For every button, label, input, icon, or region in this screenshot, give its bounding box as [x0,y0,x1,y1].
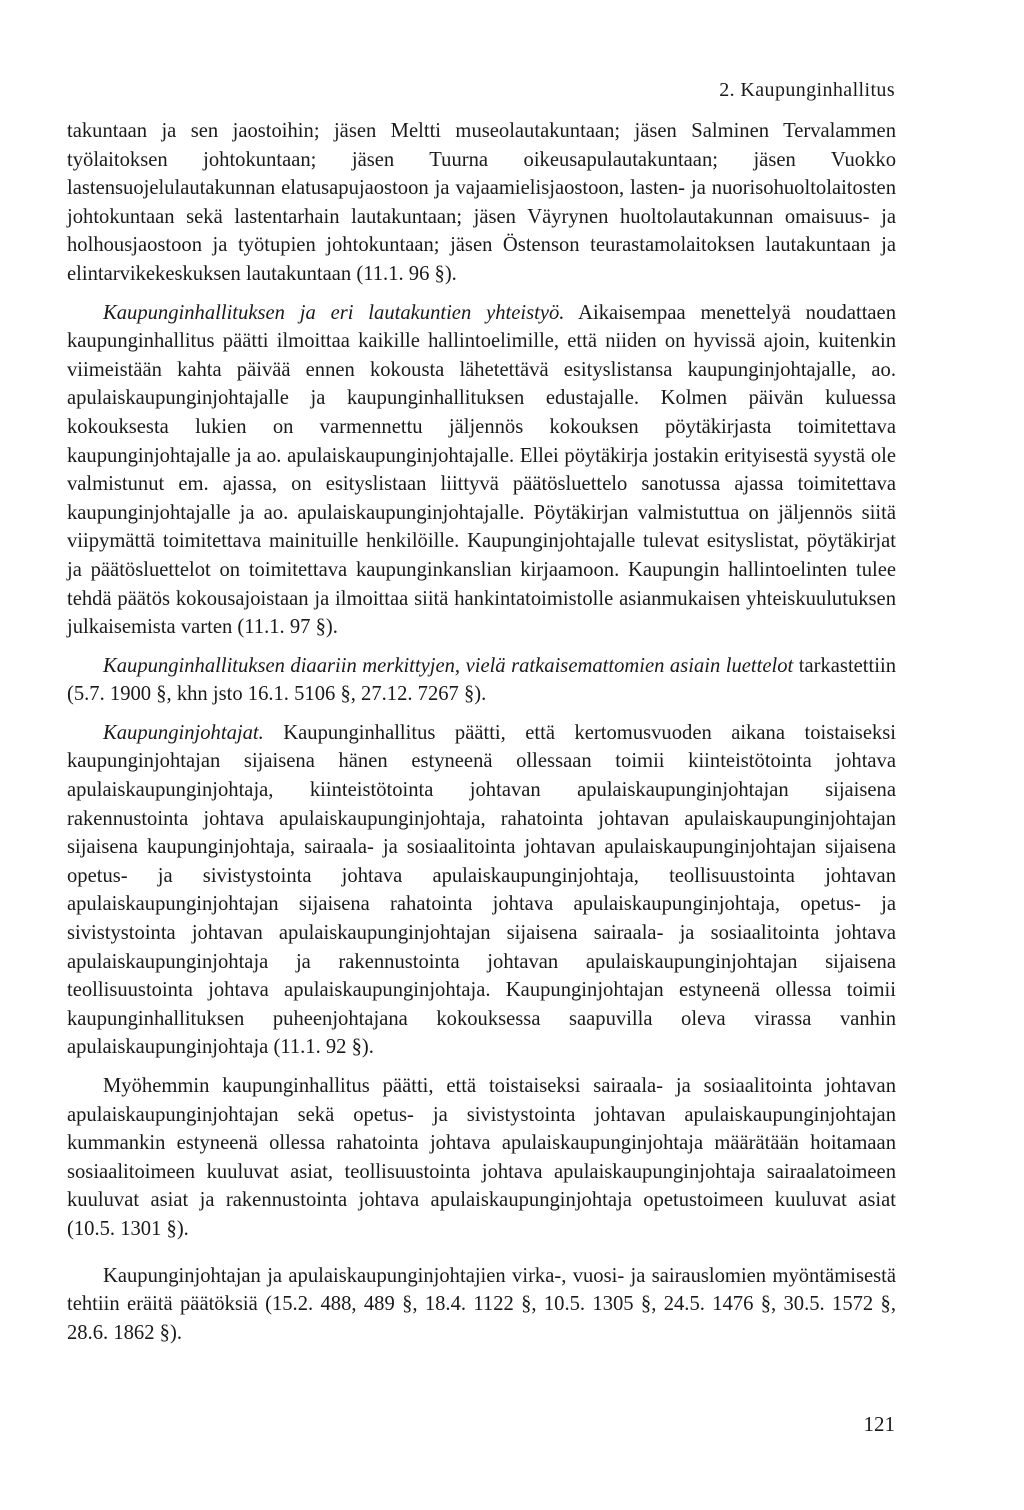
paragraph-diary-lists [67,652,896,709]
running-header: 2. Kaupunginhallitus [719,79,895,101]
body-text [67,117,896,1347]
paragraph-text: Kaupunginjohtajan ja apulaiskaupunginjohtajien virka-, vuosi- ja sairauslomien myöntämisestä tehtiin eräitä päätöksiä (15.2. 488, 489 §, 18.4. 1122 §, 10.5. 1305 §, 24.5. 1476 §, 30.5. 1572 §, 28.6. 1862 §). [67,1264,896,1344]
paragraph-text: Kaupunginhallitus päätti, että kertomusvuoden aikana toistaiseksi kaupunginjohtajan sijaisena hänen estyneenä ollessaan toimii kiinteistötointa johtava apulaiskaupunginjohtaja, kiinteistötointa johtavan apulaiskaupunginjohtajan sijaisena rakennustointa johtava apulaiskaupunginjohtaja, rahatointa johtavan apulaiskaupunginjohtajan sijaisena kaupunginjohtaja, sairaala- ja sosiaalitointa johtavan apulaiskaupunginjohtajan sijaisena opetus- ja sivistystointa johtava apulaiskaupunginjohtaja, teollisuustointa johtavan apulaiskaupunginjohtajan sijaisena rahatointa johtava apulaiskaupunginjohtaja, opetus- ja sivistystointa johtavan apulaiskaupunginjohtajan sijaisena sairaala- ja sosiaalitointa johtava apulaiskaupunginjohtaja ja rakennustointa johtavan apulaiskaupunginjohtajan sijaisena teollisuustointa johtava apulaiskaupunginjohtaja. Kaupunginjohtajan estyneenä ollessa toimii kaupunginhallituksen puheenjohtajana kokouksessa saapuvilla oleva virassa vanhin apulaiskaupunginjohtaja (11.1. 92 §). [67,721,896,1059]
section-heading: Kaupunginhallituksen ja eri lautakuntien yhteistyö. [103,301,565,324]
paragraph-leave-decisions [67,1262,896,1348]
paragraph-cooperation [67,299,896,642]
paragraph-later-decision [67,1072,896,1244]
paragraph-text: Myöhemmin kaupunginhallitus päätti, että toistaiseksi sairaala- ja sosiaalitointa johtavan apulaiskaupunginjohtajan sekä opetus- ja sivistystointa johtavan apulaiskaupunginjohtajan kummankin estyneenä ollessa rahatointa johtava apulaiskaupunginjohtaja määrätään hoitamaan sosiaalitoimeen kuuluvat asiat, teollisuustointa johtava apulaiskaupunginjohtaja sairaalatoimeen kuuluvat asiat ja rakennustointa johtava apulaiskaupunginjohtaja opetustoimeen kuuluvat asiat (10.5. 1301 §). [67,1075,896,1240]
section-heading: Kaupunginjohtajat. [103,721,264,744]
paragraph-mayors [67,719,896,1062]
section-heading: Kaupunginhallituksen diaariin merkittyjen, vielä ratkaisemattomien asiain luettelot [103,654,794,677]
paragraph-text: Aikaisempaa menettelyä noudattaen kaupunginhallitus päätti ilmoittaa kaikille hallintoelimille, että niiden on hyvissä ajoin, kuitenkin viimeistään kahta päivää ennen kokousta lähetettävä esityslistansa kaupunginjohtajalle, ao. apulaiskaupunginjohtajalle ja kaupunginhallituksen edustajalle. Kolmen päivän kuluessa kokouksesta lukien on varmennettu jäljennös kokouksen pöytäkirjasta toimitettava kaupunginjohtajalle ja ao. apulaiskaupunginjohtajalle. Ellei pöytäkirja jostakin erityisestä syystä ole valmistunut em. ajassa, on esityslistaan liittyvä päätösluettelo sanotussa ajassa toimitettava kaupunginjohtajalle ja ao. apulaiskaupunginjohtajalle. Pöytäkirjan valmistuttua on jäljennös siitä viipymättä toimitettava mainituille henkilöille. Kaupunginjohtajalle tulevat esityslistat, pöytäkirjat ja päätösluettelot on toimitettava kaupunginkanslian kirjaamoon. Kaupungin hallintoelinten tulee tehdä päätös kokousajoistaan ja ilmoittaa siitä hankintatoimistolle asianmukaisen yhteiskuulutuksen julkaisemista varten (11.1. 97 §). [67,301,896,639]
paragraph-committee-memberships [67,117,896,289]
page-number: 121 [863,1412,895,1436]
paragraph-text: tarkastettiin (5.7. 1900 §, khn jsto 16.1. 5106 §, 27.12. 7267 §). [67,654,896,706]
paragraph-text: takuntaan ja sen jaostoihin; jäsen Meltti museolautakuntaan; jäsen Salminen Tervalammen työlaitoksen johtokuntaan; jäsen Tuurna oikeusapulautakuntaan; jäsen Vuokko lastensuojelulautakunnan elatusapujaostoon ja vajaamielisjaostoon, lasten- ja nuorisohuoltolaitosten johtokuntaan sekä lastentarhain lautakuntaan; jäsen Väyrynen huoltolautakunnan omaisuus- ja holhousjaostoon ja työtupien johtokuntaan; jäsen Östenson teurastamolaitoksen lautakuntaan ja elintarvikekeskuksen lautakuntaan (11.1. 96 §). [67,120,896,285]
